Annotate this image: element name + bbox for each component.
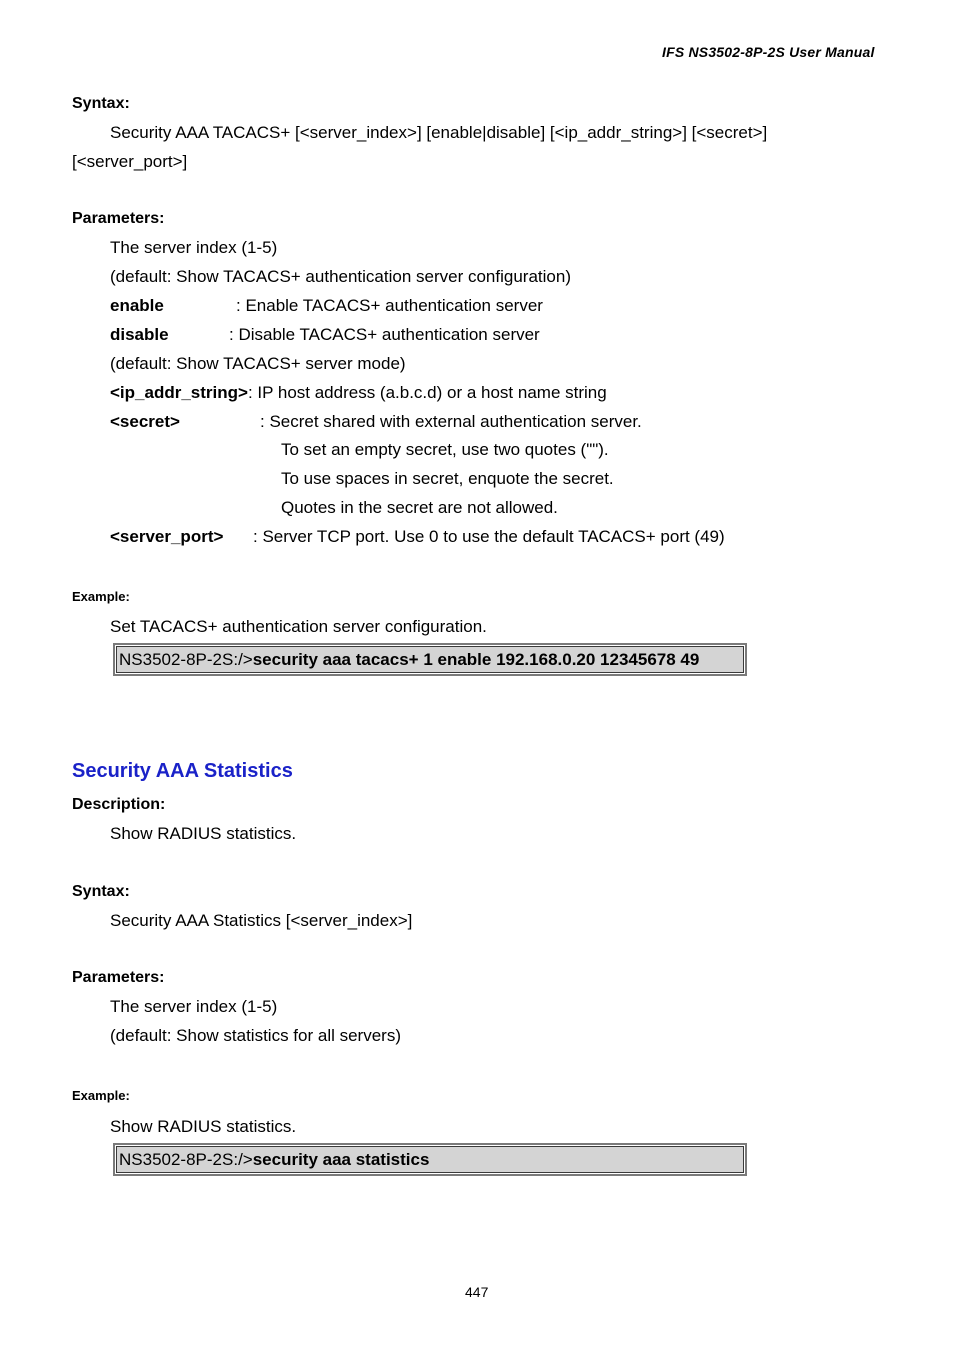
example-description: Show RADIUS statistics. <box>110 1117 297 1136</box>
description-text: Show RADIUS statistics. <box>110 824 297 843</box>
syntax-line-2: [<server_port>] <box>72 152 188 171</box>
param-secret-desc-2: To set an empty secret, use two quotes (""). <box>281 440 609 459</box>
param-enable-term: enable <box>110 296 164 315</box>
example-label: Example: <box>72 589 130 604</box>
document-header: IFS NS3502-8P-2S User Manual <box>662 44 875 60</box>
param-disable-term: disable <box>110 325 169 344</box>
description-label: Description: <box>72 796 166 813</box>
syntax-line-1: Security AAA TACACS+ [<server_index>] [enable|disable] [<ip_addr_string>] [<secret>] <box>110 123 768 142</box>
param-enable-desc: : Enable TACACS+ authentication server <box>236 296 543 315</box>
section-heading: Security AAA Statistics <box>72 760 293 782</box>
command-text: security aaa statistics <box>252 1150 430 1169</box>
param-default-mode: (default: Show TACACS+ server mode) <box>110 354 406 373</box>
parameters-label: Parameters: <box>72 969 165 986</box>
param-ip-term: <ip_addr_string> <box>110 383 248 402</box>
command-prompt: NS3502-8P-2S:/> <box>119 650 253 669</box>
param-secret-term: <secret> <box>110 412 180 431</box>
param-ip-row <box>110 383 607 403</box>
syntax-label: Syntax: <box>72 95 130 112</box>
param-default-config: (default: Show TACACS+ authentication server configuration) <box>110 267 571 286</box>
param-secret-desc-1: : Secret shared with external authentication server. <box>260 412 642 431</box>
command-prompt: NS3502-8P-2S:/> <box>119 1150 253 1169</box>
command-text: security aaa tacacs+ 1 enable 192.168.0.20 12345678 49 <box>252 650 700 669</box>
param-disable-desc: : Disable TACACS+ authentication server <box>229 325 540 344</box>
param-port-term: <server_port> <box>110 527 224 546</box>
parameters-label: Parameters: <box>72 210 165 227</box>
param-port-desc: : Server TCP port. Use 0 to use the default TACACS+ port (49) <box>253 527 725 546</box>
param-default: (default: Show statistics for all servers) <box>110 1026 401 1045</box>
page-number: 447 <box>465 1284 489 1300</box>
command-box <box>113 643 747 676</box>
param-secret-desc-3: To use spaces in secret, enquote the secret. <box>281 469 614 488</box>
syntax-text: Security AAA Statistics [<server_index>] <box>110 911 413 930</box>
param-ip-desc: : IP host address (a.b.c.d) or a host name string <box>247 383 607 402</box>
param-secret-desc-4: Quotes in the secret are not allowed. <box>281 498 558 517</box>
command-box <box>113 1143 747 1176</box>
example-description: Set TACACS+ authentication server configuration. <box>110 617 487 636</box>
param-server-index: The server index (1-5) <box>110 238 278 257</box>
example-label: Example: <box>72 1088 130 1103</box>
param-server-index: The server index (1-5) <box>110 997 278 1016</box>
syntax-label: Syntax: <box>72 883 130 900</box>
